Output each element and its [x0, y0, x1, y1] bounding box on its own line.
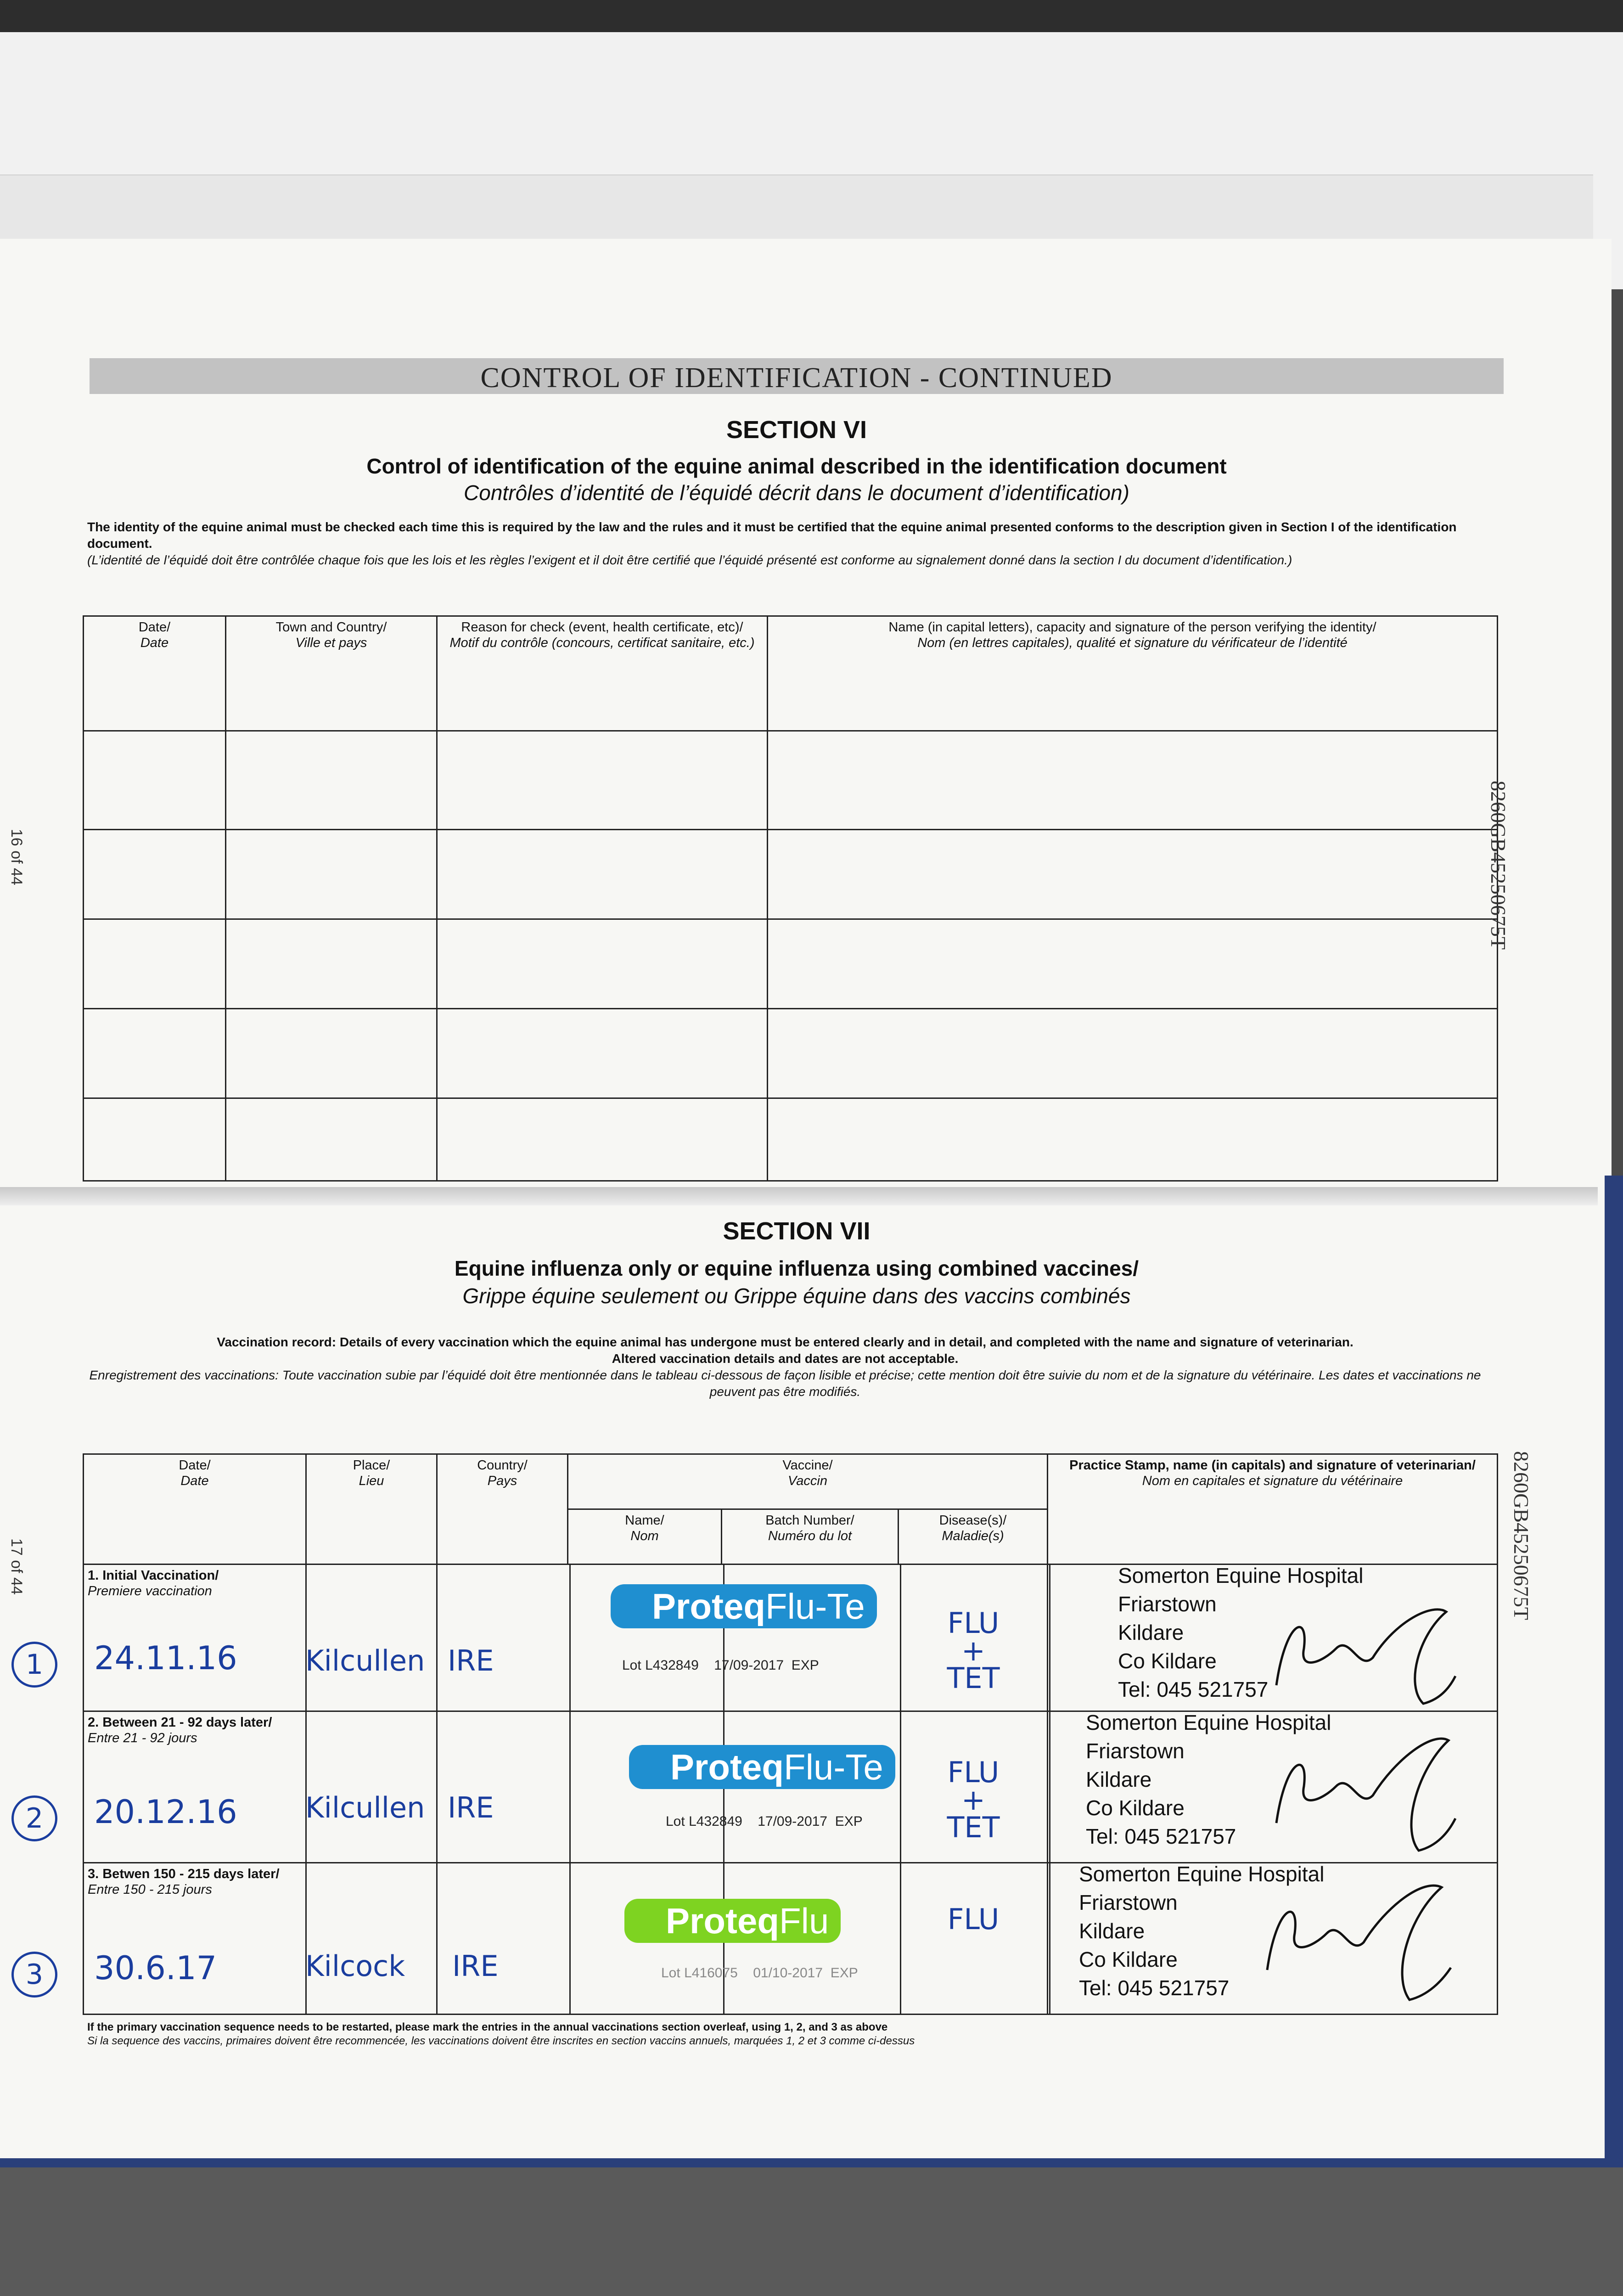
section-vii-instructions-en: Vaccination record: Details of every vaccination which the equine animal has undergone must be entered clearly and in detail, and completed with the name and signature of veterinarian.: [217, 1335, 1353, 1349]
col-disease: Disease(s)/ Maladie(s): [899, 1509, 1048, 1564]
cover-edge-right: [1605, 1176, 1623, 2167]
vaccine-suffix: Flu-Te: [784, 1747, 883, 1787]
col-country: Country/ Pays: [437, 1454, 568, 1564]
section-vi-instructions: [87, 519, 1478, 568]
section-vii-instructions-en-2: Altered vaccination details and dates are not acceptable.: [612, 1351, 959, 1366]
vet-signature-1: [1267, 1593, 1460, 1713]
vaccine-suffix: Flu: [779, 1901, 829, 1941]
section-vi-title: SECTION VI: [726, 416, 867, 444]
header-bar-title: CONTROL OF IDENTIFICATION - CONTINUED: [480, 362, 1113, 394]
side-code-lower: 8260GB45250675T: [1510, 1451, 1533, 1620]
col-date: Date/ Date: [84, 616, 226, 731]
table-row: [84, 1098, 1498, 1181]
vaccine-brand: Proteq: [670, 1747, 784, 1787]
table-row: 1. Initial Vaccination/ Premiere vaccination: [84, 1564, 1498, 1711]
section-vii-instructions-fr: Enregistrement des vaccinations: Toute vaccination subie par l’équidé doit être mentionnée dans le tableau ci-dessous de façon lisible et précise; cette mention doit être suivie du nom et de la signature du vétérinaire. Les dates et vaccinations ne peuvent pas être modifiés.: [89, 1368, 1481, 1399]
identification-header-row: [84, 616, 1498, 731]
vaccination-place-2: Kilcullen: [305, 1791, 425, 1824]
col-place: Place/ Lieu: [306, 1454, 437, 1564]
vaccination-date-1: 24.11.16: [94, 1639, 237, 1677]
vaccine-brand: Proteq: [666, 1901, 780, 1941]
col-vaccine: Vaccine/ Vaccin: [568, 1454, 1048, 1509]
footnote-fr: Si la sequence des vaccins, primaires doivent être recommencée, les vaccinations doivent être inscrites en section vaccins annuels, marquées 1, 2 et 3 comme ci-dessus: [87, 2035, 915, 2047]
row-marker-2: 2: [11, 1795, 57, 1841]
identification-check-table: [83, 615, 1498, 1182]
vaccine-suffix: Flu-Te: [765, 1586, 865, 1626]
row-marker-3: 3: [11, 1952, 57, 1998]
vaccination-country-3: IRE: [452, 1949, 499, 1983]
table-row: [84, 731, 1498, 830]
side-code-upper: 8260GB45250675T: [1487, 781, 1510, 950]
practice-stamp-1: Somerton Equine Hospital Friarstown Kildare Co Kildare Tel: 045 521757: [1118, 1564, 1364, 1701]
table-row: 3. Betwen 150 - 215 days later/ Entre 150 - 215 jours: [84, 1863, 1498, 2015]
scanner-bottom-edge: [0, 2167, 1623, 2296]
footnote-en: If the primary vaccination sequence needs to be restarted, please mark the entries in the annual vaccinations section overleaf, using 1, 2, and 3 as above: [87, 2021, 888, 2033]
vaccine-batch-1: Lot L432849 17/09-2017 EXP: [622, 1658, 819, 1673]
col-town-country: Town and Country/ Ville et pays: [226, 616, 437, 731]
vaccination-country-2: IRE: [448, 1791, 494, 1824]
section-vii-title: SECTION VII: [723, 1217, 870, 1245]
vaccine-batch-2: Lot L432849 17/09-2017 EXP: [666, 1814, 863, 1829]
table-row: [84, 1009, 1498, 1098]
practice-stamp-2: Somerton Equine Hospital Friarstown Kildare Co Kildare Tel: 045 521757: [1086, 1711, 1331, 1848]
divider: [1049, 1564, 1050, 2014]
vaccination-footnote: [87, 2020, 1419, 2048]
vaccine-label-2: [629, 1745, 895, 1789]
col-vaccine-name: Name/ Nom: [568, 1509, 722, 1564]
vaccine-batch-3: Lot L416075 01/10-2017 EXP: [661, 1965, 858, 1981]
vaccination-header-row: [84, 1454, 1498, 1509]
vaccination-date-2: 20.12.16: [94, 1793, 237, 1831]
page-number-17: 17 of 44: [8, 1538, 25, 1595]
col-practice-stamp: Practice Stamp, name (in capitals) and signature of veterinarian/ Nom en capitales et signature du vétérinaire: [1048, 1454, 1498, 1564]
section-vii-instructions: [87, 1334, 1483, 1400]
page-number-16: 16 of 44: [8, 829, 25, 885]
vaccine-label-1: [611, 1584, 877, 1628]
table-row: [84, 919, 1498, 1009]
section-vii-subtitle-fr: Grippe équine seulement ou Grippe équine dans des vaccins combinés: [462, 1284, 1131, 1308]
vaccination-date-3: 30.6.17: [94, 1949, 217, 1987]
vaccine-label-3: [624, 1899, 841, 1943]
section-vi-subtitle-fr: Contrôles d’identité de l’équidé décrit dans le document d’identification): [464, 481, 1129, 505]
col-date: Date/ Date: [84, 1454, 306, 1564]
section-vi-instructions-fr: (L’identité de l’équidé doit être contrôlée chaque fois que les lois et les règles l’exigent et il doit être certifié que l’équidé présenté est conforme au signalement donné dans la section I du document d’identification.): [87, 553, 1292, 567]
section-vi-subtitle-en: Control of identification of the equine animal described in the identification document: [366, 454, 1227, 478]
table-row: 2. Between 21 - 92 days later/ Entre 21 - 92 jours: [84, 1711, 1498, 1863]
col-batch-number: Batch Number/ Numéro du lot: [722, 1509, 899, 1564]
row-marker-1: 1: [11, 1642, 57, 1688]
vet-signature-2: [1267, 1722, 1460, 1860]
practice-stamp-3: Somerton Equine Hospital Friarstown Kildare Co Kildare Tel: 045 521757: [1079, 1862, 1325, 2000]
vet-signature-3: [1258, 1869, 1455, 2007]
table-row: [84, 830, 1498, 919]
page-fold: [0, 1187, 1598, 1205]
section-vii-subtitle-en: Equine influenza only or equine influenza using combined vaccines/: [454, 1256, 1139, 1280]
disease-1: FLU + TET: [947, 1606, 1000, 1695]
section-vi-instructions-en: The identity of the equine animal must be checked each time this is required by the law and the rules and it must be certified that the equine animal presented conforms to the description given in Section I of the identification document.: [87, 520, 1457, 551]
scanner-top-edge: [0, 0, 1623, 32]
disease-2: FLU + TET: [947, 1756, 1000, 1844]
col-reason: Reason for check (event, health certificate, etc)/ Motif du contrôle (concours, certificat sanitaire, etc.): [437, 616, 768, 731]
col-verifier: Name (in capital letters), capacity and signature of the person verifying the identity/ Nom (en lettres capitales), qualité et signature du vérificateur de l’identité: [768, 616, 1498, 731]
disease-3: FLU: [947, 1902, 1000, 1936]
divider: [569, 1564, 571, 2014]
divider: [900, 1564, 901, 2014]
vaccination-place-1: Kilcullen: [305, 1644, 425, 1677]
vaccination-country-1: IRE: [448, 1644, 494, 1677]
vaccine-brand: Proteq: [652, 1586, 766, 1626]
vaccination-place-3: Kilcock: [305, 1949, 405, 1983]
